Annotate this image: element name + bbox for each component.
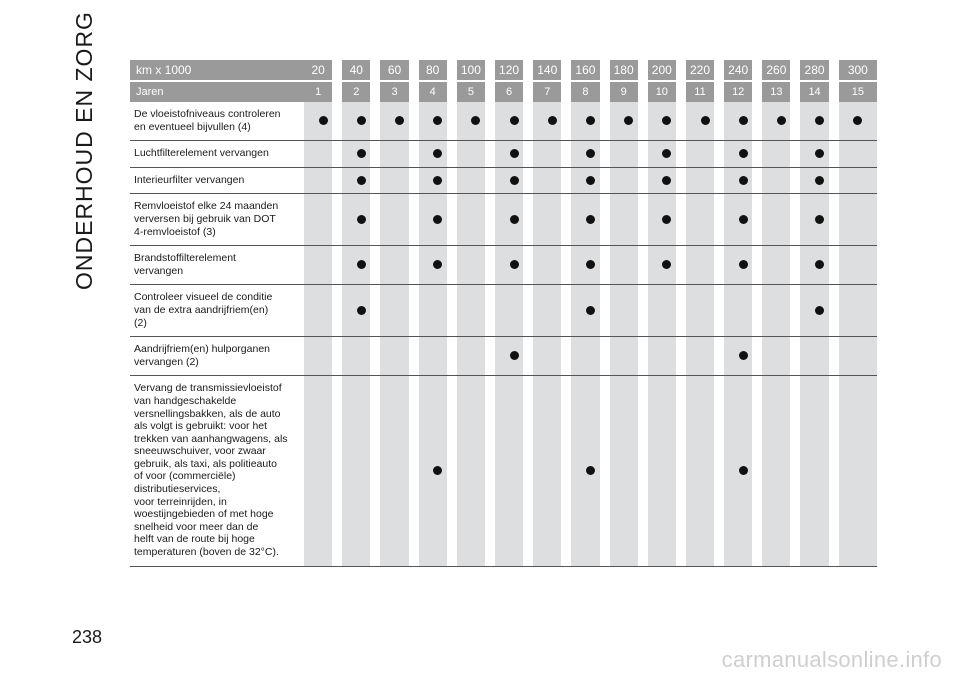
service-required-dot-icon (510, 215, 519, 224)
table-row (130, 102, 877, 141)
service-required-dot-icon (510, 260, 519, 269)
task-description (130, 246, 304, 285)
service-required-dot-icon (586, 466, 595, 475)
interval-cell (839, 102, 877, 141)
interval-cell (304, 285, 342, 337)
interval-cell (419, 168, 457, 195)
service-required-dot-icon (357, 215, 366, 224)
service-required-dot-icon (739, 176, 748, 185)
header-km-14: 300 (839, 60, 877, 80)
interval-cell (724, 285, 762, 337)
interval-cell (495, 168, 533, 195)
service-required-dot-icon (510, 176, 519, 185)
interval-cell (571, 246, 609, 285)
task-description (130, 376, 304, 566)
interval-cell (762, 141, 800, 168)
task-description-line: 4-remvloeistof (3) (134, 225, 216, 238)
header-km-3: 80 (419, 60, 457, 80)
interval-cell (342, 337, 380, 376)
task-description-line: Controleer visueel de conditie (134, 291, 273, 304)
section-title-vertical: ONDERHOUD EN ZORG (71, 11, 97, 290)
interval-cell (724, 246, 762, 285)
header-year-6: 7 (533, 80, 571, 102)
interval-cell (686, 194, 724, 246)
interval-cell (419, 337, 457, 376)
interval-cell (762, 194, 800, 246)
interval-cell (495, 141, 533, 168)
header-year-9: 10 (648, 80, 686, 102)
interval-cell (380, 376, 418, 566)
service-required-dot-icon (319, 116, 328, 125)
task-description-line: vervangen (134, 264, 184, 277)
interval-cell (610, 285, 648, 337)
interval-cell (571, 285, 609, 337)
interval-cell (571, 194, 609, 246)
task-description-line: versnellingsbakken, als de auto (134, 407, 281, 420)
task-description (130, 337, 304, 376)
task-description-line: Remvloeistof elke 24 maanden (134, 200, 279, 213)
service-required-dot-icon (701, 116, 710, 125)
task-description-line: als volgt is gebruikt: voor het (134, 420, 268, 433)
service-required-dot-icon (357, 306, 366, 315)
table-row (130, 141, 877, 168)
interval-cell (762, 285, 800, 337)
interval-cell (533, 141, 571, 168)
service-required-dot-icon (662, 260, 671, 269)
service-required-dot-icon (739, 215, 748, 224)
service-required-dot-icon (777, 116, 786, 125)
service-required-dot-icon (357, 149, 366, 158)
task-description-line: Luchtfilterelement vervangen (134, 147, 269, 160)
table-row (130, 194, 877, 246)
task-description-line: van handgeschakelde (134, 394, 237, 407)
service-required-dot-icon (510, 351, 519, 360)
interval-cell (800, 194, 838, 246)
interval-cell (839, 376, 877, 566)
table-row (130, 168, 877, 195)
interval-cell (648, 141, 686, 168)
interval-cell (342, 168, 380, 195)
interval-cell (571, 337, 609, 376)
service-required-dot-icon (510, 116, 519, 125)
task-description-line: gebruik, als taxi, als politieauto (134, 457, 277, 470)
interval-cell (304, 376, 342, 566)
service-required-dot-icon (548, 116, 557, 125)
task-description-line: Brandstoffilterelement (134, 252, 236, 265)
service-required-dot-icon (662, 215, 671, 224)
interval-cell (457, 102, 495, 141)
interval-cell (686, 285, 724, 337)
interval-cell (342, 102, 380, 141)
interval-cell (762, 376, 800, 566)
interval-cell (724, 102, 762, 141)
task-description-line: van de extra aandrijfriem(en) (134, 303, 269, 316)
header-km-0: 20 (304, 60, 342, 80)
service-required-dot-icon (624, 116, 633, 125)
interval-cell (800, 246, 838, 285)
header-km-1: 40 (342, 60, 380, 80)
header-km-2: 60 (380, 60, 418, 80)
service-required-dot-icon (357, 116, 366, 125)
service-required-dot-icon (662, 116, 671, 125)
maintenance-schedule-table (130, 60, 877, 567)
interval-cell (800, 102, 838, 141)
service-required-dot-icon (471, 116, 480, 125)
interval-cell (457, 246, 495, 285)
interval-cell (304, 337, 342, 376)
service-required-dot-icon (662, 149, 671, 158)
interval-cell (800, 285, 838, 337)
interval-cell (419, 141, 457, 168)
task-description-line: verversen bij gebruik van DOT (134, 212, 276, 225)
interval-cell (648, 246, 686, 285)
service-required-dot-icon (853, 116, 862, 125)
service-required-dot-icon (586, 260, 595, 269)
header-km-4: 100 (457, 60, 495, 80)
service-required-dot-icon (815, 215, 824, 224)
interval-cell (304, 102, 342, 141)
interval-cell (533, 246, 571, 285)
interval-cell (648, 102, 686, 141)
interval-cell (800, 337, 838, 376)
interval-cell (457, 285, 495, 337)
interval-cell (533, 376, 571, 566)
interval-cell (457, 194, 495, 246)
interval-cell (495, 246, 533, 285)
header-year-11: 12 (724, 80, 762, 102)
task-description-line: trekken van aanhangwagens, als (134, 432, 288, 445)
interval-cell (648, 285, 686, 337)
interval-cell (686, 141, 724, 168)
header-km-5: 120 (495, 60, 533, 80)
header-km-10: 220 (686, 60, 724, 80)
service-required-dot-icon (586, 116, 595, 125)
interval-cell (648, 337, 686, 376)
interval-cell (380, 246, 418, 285)
header-row-years (130, 80, 877, 102)
header-years-label: Jaren (130, 80, 304, 102)
interval-cell (419, 246, 457, 285)
interval-cell (724, 194, 762, 246)
service-required-dot-icon (739, 260, 748, 269)
interval-cell (380, 285, 418, 337)
task-description-line: Aandrijfriem(en) hulporganen (134, 343, 270, 356)
interval-cell (342, 141, 380, 168)
service-required-dot-icon (815, 116, 824, 125)
service-required-dot-icon (586, 215, 595, 224)
header-km-7: 160 (571, 60, 609, 80)
interval-cell (495, 194, 533, 246)
interval-cell (686, 337, 724, 376)
header-year-10: 11 (686, 80, 724, 102)
header-km-12: 260 (762, 60, 800, 80)
task-description-line: (2) (134, 316, 147, 329)
interval-cell (686, 246, 724, 285)
task-description-line: voor terreinrijden, in (134, 495, 227, 508)
interval-cell (457, 337, 495, 376)
interval-cell (419, 376, 457, 566)
interval-cell (648, 168, 686, 195)
interval-cell (419, 194, 457, 246)
page-number: 238 (72, 627, 103, 647)
interval-cell (342, 285, 380, 337)
interval-cell (839, 337, 877, 376)
interval-cell (686, 376, 724, 566)
interval-cell (304, 246, 342, 285)
header-km-11: 240 (724, 60, 762, 80)
interval-cell (380, 194, 418, 246)
service-required-dot-icon (433, 215, 442, 224)
service-required-dot-icon (357, 176, 366, 185)
service-required-dot-icon (815, 176, 824, 185)
header-km-9: 200 (648, 60, 686, 80)
header-year-7: 8 (571, 80, 609, 102)
service-required-dot-icon (815, 306, 824, 315)
service-required-dot-icon (815, 260, 824, 269)
task-description-line: vervangen (2) (134, 355, 199, 368)
interval-cell (419, 102, 457, 141)
interval-cell (495, 376, 533, 566)
service-required-dot-icon (510, 149, 519, 158)
task-description (130, 102, 304, 141)
header-km-8: 180 (610, 60, 648, 80)
table-row (130, 376, 877, 566)
interval-cell (648, 376, 686, 566)
service-required-dot-icon (586, 176, 595, 185)
task-description-line: Vervang de transmissievloeistof (134, 382, 282, 395)
interval-cell (304, 168, 342, 195)
task-description-line: De vloeistofniveaus controleren (134, 108, 281, 120)
interval-cell (533, 337, 571, 376)
header-year-5: 6 (495, 80, 533, 102)
table-row (130, 285, 877, 337)
interval-cell (839, 194, 877, 246)
interval-cell (839, 285, 877, 337)
interval-cell (571, 376, 609, 566)
interval-cell (762, 246, 800, 285)
interval-cell (571, 141, 609, 168)
interval-cell (533, 102, 571, 141)
interval-cell (839, 168, 877, 195)
service-required-dot-icon (739, 351, 748, 360)
interval-cell (762, 102, 800, 141)
interval-cell (380, 141, 418, 168)
table-row (130, 246, 877, 285)
header-year-3: 4 (419, 80, 457, 102)
service-required-dot-icon (433, 260, 442, 269)
interval-cell (342, 376, 380, 566)
interval-cell (495, 285, 533, 337)
interval-cell (800, 376, 838, 566)
interval-cell (724, 168, 762, 195)
interval-cell (610, 376, 648, 566)
header-km-6: 140 (533, 60, 571, 80)
interval-cell (533, 168, 571, 195)
table-row (130, 337, 877, 376)
service-required-dot-icon (662, 176, 671, 185)
task-description-line: woestijngebieden of met hoge (134, 508, 274, 521)
service-required-dot-icon (586, 306, 595, 315)
interval-cell (724, 337, 762, 376)
interval-cell (571, 102, 609, 141)
service-required-dot-icon (815, 149, 824, 158)
task-description-line: of voor (commerciële) (134, 470, 236, 483)
header-year-1: 2 (342, 80, 380, 102)
task-description (130, 285, 304, 337)
service-required-dot-icon (739, 466, 748, 475)
interval-cell (342, 194, 380, 246)
interval-cell (839, 246, 877, 285)
service-required-dot-icon (433, 176, 442, 185)
header-year-0: 1 (304, 80, 342, 102)
task-description (130, 141, 304, 168)
schedule-body (130, 102, 877, 567)
interval-cell (686, 168, 724, 195)
service-required-dot-icon (586, 149, 595, 158)
service-required-dot-icon (357, 260, 366, 269)
interval-cell (610, 194, 648, 246)
interval-cell (800, 168, 838, 195)
task-description (130, 168, 304, 195)
service-required-dot-icon (739, 116, 748, 125)
interval-cell (724, 376, 762, 566)
header-year-14: 15 (839, 80, 877, 102)
service-required-dot-icon (433, 149, 442, 158)
interval-cell (648, 194, 686, 246)
service-required-dot-icon (433, 466, 442, 475)
service-required-dot-icon (739, 149, 748, 158)
interval-cell (380, 168, 418, 195)
header-year-4: 5 (457, 80, 495, 102)
interval-cell (610, 337, 648, 376)
header-year-2: 3 (380, 80, 418, 102)
interval-cell (457, 141, 495, 168)
watermark: carmanualsonline.info (721, 647, 942, 672)
interval-cell (686, 102, 724, 141)
header-km-13: 280 (800, 60, 838, 80)
interval-cell (610, 168, 648, 195)
task-description-line: sneeuwschuiver, voor zwaar (134, 445, 266, 458)
interval-cell (304, 194, 342, 246)
header-row-km (130, 60, 877, 80)
interval-cell (610, 102, 648, 141)
task-description-line: Interieurfilter vervangen (134, 173, 245, 186)
task-description-line: helft van de route bij hoge (134, 533, 255, 546)
header-year-12: 13 (762, 80, 800, 102)
interval-cell (380, 102, 418, 141)
service-required-dot-icon (433, 116, 442, 125)
interval-cell (495, 102, 533, 141)
header-km-label: km x 1000 (130, 60, 304, 80)
interval-cell (800, 141, 838, 168)
interval-cell (342, 246, 380, 285)
interval-cell (380, 337, 418, 376)
interval-cell (839, 141, 877, 168)
interval-cell (610, 246, 648, 285)
interval-cell (495, 337, 533, 376)
interval-cell (533, 194, 571, 246)
header-year-13: 14 (800, 80, 838, 102)
interval-cell (571, 168, 609, 195)
task-description-line: en eventueel bijvullen (4) (134, 120, 251, 133)
interval-cell (457, 376, 495, 566)
interval-cell (762, 337, 800, 376)
interval-cell (762, 168, 800, 195)
task-description-line: distributieservices, (134, 483, 221, 496)
service-required-dot-icon (395, 116, 404, 125)
interval-cell (419, 285, 457, 337)
header-year-8: 9 (610, 80, 648, 102)
interval-cell (724, 141, 762, 168)
task-description-line: snelheid voor meer dan de (134, 520, 259, 533)
interval-cell (533, 285, 571, 337)
interval-cell (457, 168, 495, 195)
task-description-line: temperaturen (boven de 32°C). (134, 546, 279, 559)
interval-cell (610, 141, 648, 168)
interval-cell (304, 141, 342, 168)
task-description (130, 194, 304, 246)
